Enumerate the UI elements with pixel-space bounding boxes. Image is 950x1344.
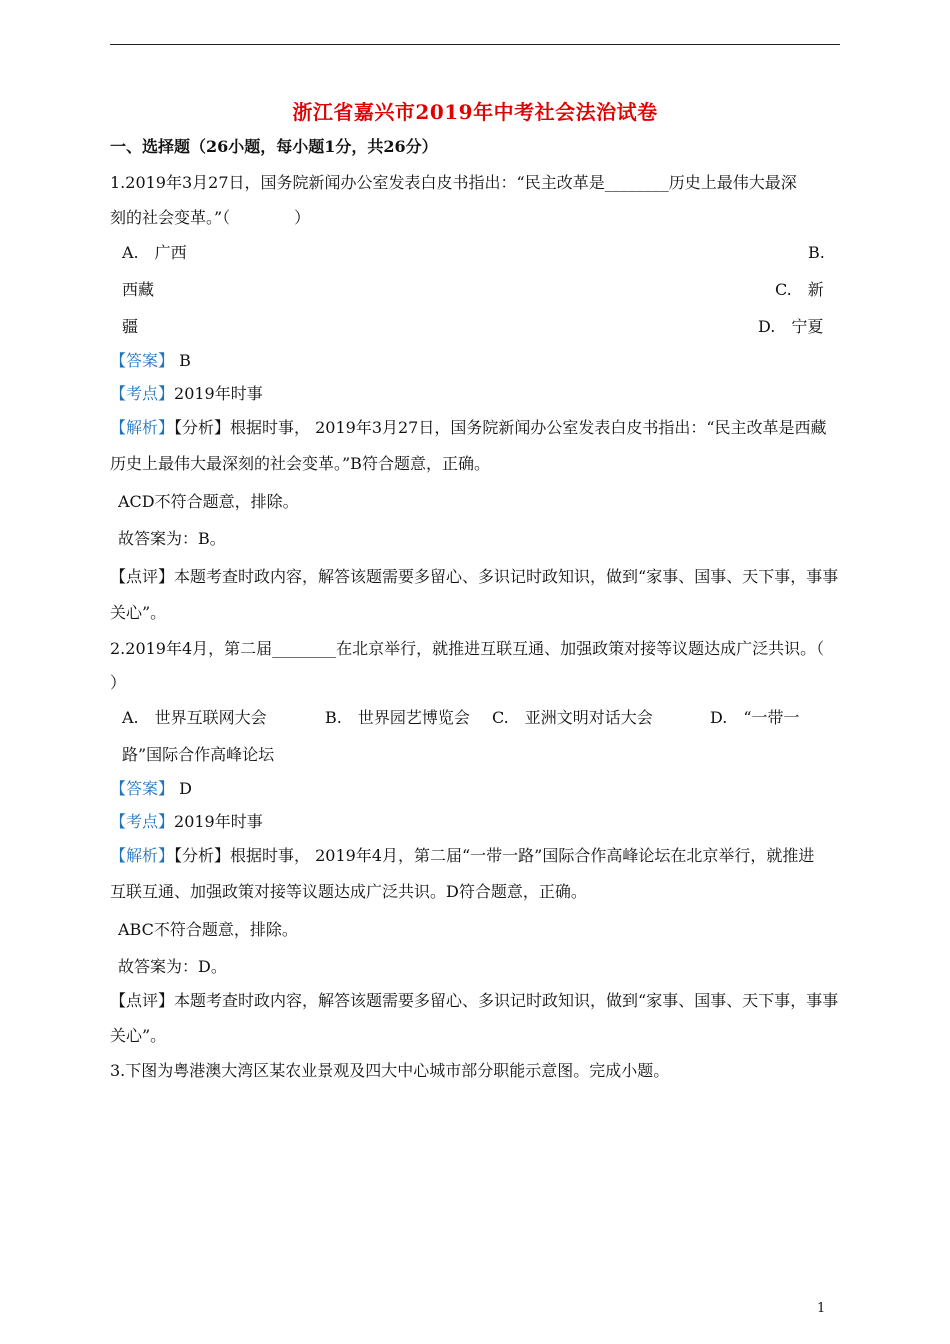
q2-analysis-line1 [110, 845, 814, 867]
q1-comment-line1 [110, 566, 838, 588]
q1-answer: B [174, 351, 191, 370]
q1-option-a: A. 广西 [122, 243, 187, 262]
point-tag: 【考点】 [110, 384, 175, 403]
q2-point: 2019年时事 [174, 812, 263, 831]
q1-stem-line2: 刻的社会变革。”（ ） [110, 208, 311, 227]
page-number: 1 [817, 1301, 826, 1316]
header-rule [110, 44, 840, 45]
q2-answer: D [174, 779, 192, 798]
q1-comment-line2: 关心”。 [110, 603, 167, 622]
q1-analysis-line4: 故答案为：B。 [118, 529, 226, 548]
comment-tag: 【点评】 [110, 567, 175, 586]
page-title: 浙江省嘉兴市2019年中考社会法治试卷 [292, 100, 658, 124]
q2-option-a: A. 世界互联网大会 [122, 708, 267, 727]
q1-answer-line [110, 350, 191, 372]
analysis-tag: 【解析】 [110, 846, 175, 865]
q1-point: 2019年时事 [174, 384, 263, 403]
comment-tag: 【点评】 [110, 991, 175, 1010]
q2-analysis-line4: 故答案为：D。 [118, 957, 227, 976]
analysis-tag: 【解析】 [110, 418, 175, 437]
q2-answer-line [110, 778, 192, 800]
point-tag: 【考点】 [110, 812, 175, 831]
q1-stem-line1: 1.2019年3月27日，国务院新闻办公室发表白皮书指出：“民主改革是________历史上最伟大最深 [110, 173, 797, 192]
q1-analysis-line3: ACD不符合题意，排除。 [118, 492, 299, 511]
q1-option-b-label: B. [808, 243, 825, 262]
section-heading: 一、选择题（26小题，每小题1分，共26分） [110, 137, 438, 156]
answer-tag: 【答案】 [110, 779, 175, 798]
q2-option-c: C. 亚洲文明对话大会 [492, 708, 653, 727]
q1-analysis-line1 [110, 417, 827, 439]
q1-option-c-text: 疆 [122, 317, 139, 336]
q2-analysis-line2: 互联互通、加强政策对接等议题达成广泛共识。D符合题意，正确。 [110, 882, 587, 901]
q1-comment-text1: 本题考查时政内容，解答该题需要多留心、多识记时政知识，做到“家事、国事、天下事，事事 [174, 567, 839, 586]
q2-comment-line1 [110, 990, 838, 1012]
q2-analysis-line3: ABC不符合题意，排除。 [118, 920, 298, 939]
q1-point-line [110, 383, 263, 405]
q2-stem-line1: 2.2019年4月，第二届________在北京举行，就推进互联互通、加强政策对接等议题达成广泛共识。（ [110, 639, 825, 658]
q1-analysis-text1: 【分析】根据时事， 2019年3月27日，国务院新闻办公室发表白皮书指出：“民主改革是西藏 [174, 418, 827, 437]
q2-stem-line2: ） [110, 673, 127, 692]
answer-tag: 【答案】 [110, 351, 175, 370]
q2-comment-line2: 关心”。 [110, 1026, 167, 1045]
q2-point-line [110, 811, 263, 833]
q2-comment-text1: 本题考查时政内容，解答该题需要多留心、多识记时政知识，做到“家事、国事、天下事，事事 [174, 991, 839, 1010]
q2-option-d-label: D. “一带一 [710, 708, 800, 727]
q1-option-c-label: C. 新 [775, 280, 824, 299]
q1-option-d: D. 宁夏 [758, 317, 824, 336]
q1-analysis-line2: 历史上最伟大最深刻的社会变革。”B符合题意，正确。 [110, 454, 490, 473]
q3-stem-line1: 3.下图为粤港澳大湾区某农业景观及四大中心城市部分职能示意图。完成小题。 [110, 1061, 670, 1080]
q2-option-b: B. 世界园艺博览会 [325, 708, 470, 727]
q2-option-d-text: 路”国际合作高峰论坛 [122, 745, 275, 764]
q1-option-b-text: 西藏 [122, 280, 155, 299]
q2-analysis-text1: 【分析】根据时事， 2019年4月，第二届“一带一路”国际合作高峰论坛在北京举行，就推进 [174, 846, 815, 865]
